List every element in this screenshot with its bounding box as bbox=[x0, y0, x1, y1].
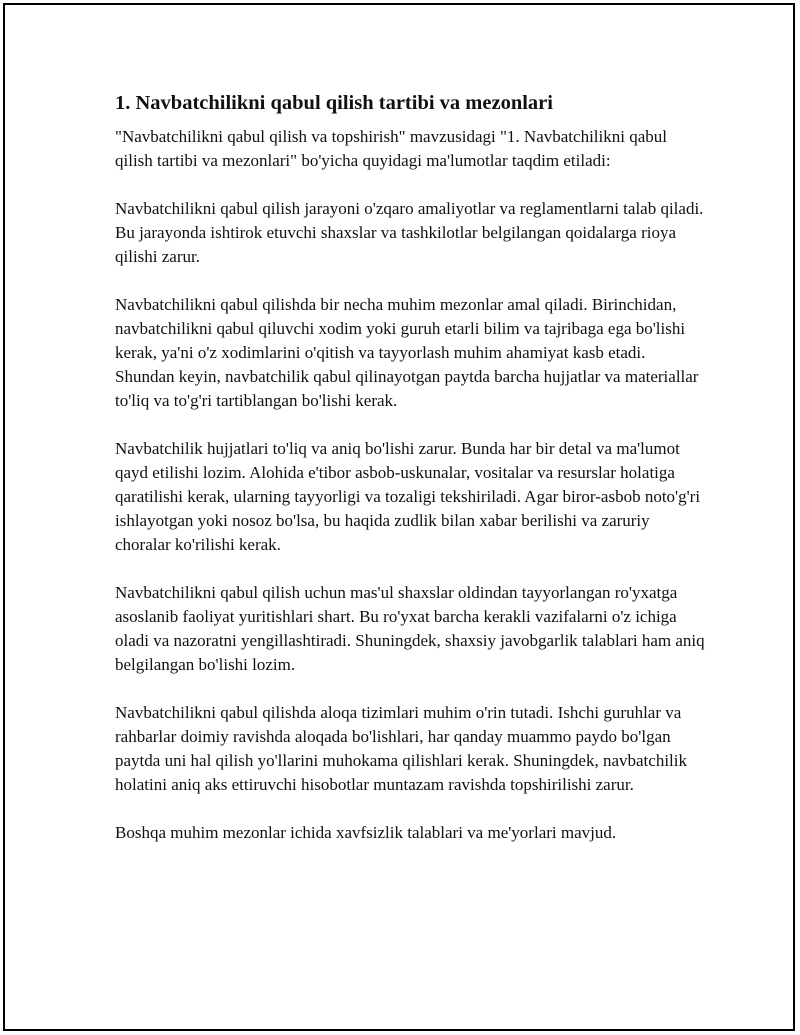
paragraph-communication: Navbatchilikni qabul qilishda aloqa tizimlari muhim o'rin tutadi. Ishchi guruhlar va rahbarlar doimiy ravishda aloqada bo'lishlari, har qanday muammo paydo bo'lgan paytda uni hal qilish yo'llarini muhokama qilishlari kerak. Shuningdek, navbatchilik holatini aniq aks ettiruvchi hisobotlar muntazam ravishda topshirilishi zarur. bbox=[115, 703, 687, 794]
paragraph-criteria: Navbatchilikni qabul qilishda bir necha muhim mezonlar amal qiladi. Birinchidan, navbatchilikni qabul qiluvchi xodim yoki guruh etarli bilim va tajribaga ega bo'lishi kerak, ya'ni o'z xodimlarini o'qitish va tayyorlash muhim ahamiyat kasb etadi. Shundan keyin, navbatchilik qabul qilinayotgan paytda barcha hujjatlar va materiallar to'liq va to'g'ri tartiblangan bo'lishi kerak. bbox=[115, 295, 699, 410]
paragraph-intro: "Navbatchilikni qabul qilish va topshirish" mavzusidagi "1. Navbatchilikni qabul qilish tartibi va mezonlari" bo'yicha quyidagi ma'lumotlar taqdim etiladi: bbox=[115, 127, 667, 170]
paragraph-safety: Boshqa muhim mezonlar ichida xavfsizlik talablari va me'yorlari mavjud. bbox=[115, 823, 617, 842]
document-body bbox=[115, 90, 705, 845]
section-heading: 1. Navbatchilikni qabul qilish tartibi va mezonlari bbox=[115, 92, 553, 114]
paragraph-process: Navbatchilikni qabul qilish jarayoni o'zqaro amaliyotlar va reglamentlarni talab qiladi. Bu jarayonda ishtirok etuvchi shaxslar va tashkilotlar belgilangan qoidalarga rioya qilishi zarur. bbox=[115, 199, 704, 266]
paragraph-responsibility: Navbatchilikni qabul qilish uchun mas'ul shaxslar oldindan tayyorlangan ro'yxatga asoslanib faoliyat yuritishlari shart. Bu ro'yxat barcha kerakli vazifalarni o'z ichiga oladi va nazoratni yengillashtiradi. Shuningdek, shaxsiy javobgarlik talablari ham aniq belgilangan bo'lishi lozim. bbox=[115, 583, 705, 674]
paragraph-documents: Navbatchilik hujjatlari to'liq va aniq bo'lishi zarur. Bunda har bir detal va ma'lumot qayd etilishi lozim. Alohida e'tibor asbob-uskunalar, vositalar va resurslar holatiga qaratilishi kerak, ularning tayyorligi va tozaligi tekshiriladi. Agar biror-asbob noto'g'ri ishlayotgan yoki nosoz bo'lsa, bu haqida zudlik bilan xabar berilishi va zaruriy choralar ko'rilishi kerak. bbox=[115, 439, 701, 554]
